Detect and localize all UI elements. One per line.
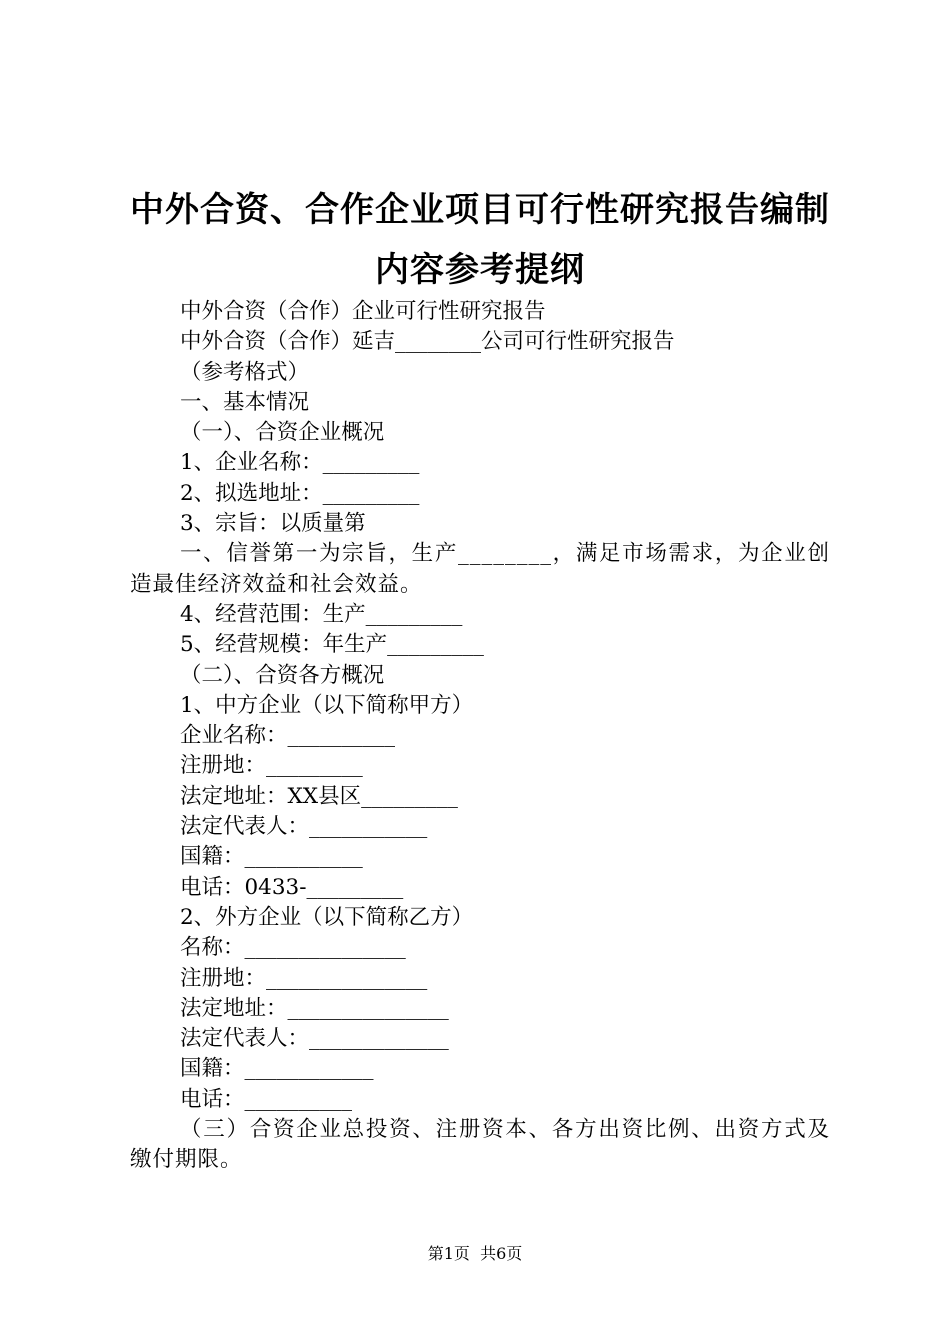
party-b-nationality-field: 国籍：____________	[180, 1056, 374, 1082]
reference-format-note: （参考格式）	[180, 359, 310, 385]
party-a-phone-field: 电话：0433-_________	[180, 874, 404, 900]
party-b-name-field: 名称：_______________	[180, 935, 406, 961]
party-b-legal-rep-field: 法定代表人：_____________	[180, 1026, 449, 1052]
party-a-legal-rep-field: 法定代表人：___________	[180, 814, 428, 840]
party-a-registration-field: 注册地：_________	[180, 753, 363, 779]
enterprise-name-field: 1、企业名称：_________	[180, 450, 420, 476]
proposed-address-field: 2、拟选地址：_________	[180, 480, 420, 506]
business-scale-field: 5、经营规模：年生产_________	[180, 632, 484, 658]
report-company-name: 中外合资（合作）延吉________公司可行性研究报告	[180, 329, 675, 355]
subsection-heading-jv-overview: （一）、合资企业概况	[180, 420, 385, 446]
investment-paragraph: （三）合资企业总投资、注册资本、各方出资比例、出资方式及缴付期限。	[130, 1117, 830, 1173]
party-a-name-field: 企业名称：__________	[180, 723, 396, 749]
section-heading-basic-info: 一、基本情况	[180, 389, 310, 415]
page-number-footer: 第1页 共6页	[427, 1244, 523, 1263]
report-name: 中外合资（合作）企业可行性研究报告	[180, 299, 546, 324]
document-body	[130, 297, 830, 1176]
document-title-line-2: 内容参考提纲	[375, 250, 585, 290]
party-a-nationality-field: 国籍：___________	[180, 844, 363, 870]
party-b-heading: 2、外方企业（以下简称乙方）	[180, 904, 474, 930]
party-a-heading: 1、中方企业（以下简称甲方）	[180, 692, 474, 718]
business-scope-field: 4、经营范围：生产_________	[180, 601, 463, 627]
document-title-line-1: 中外合资、合作企业项目可行性研究报告编制	[130, 190, 830, 230]
party-b-phone-field: 电话：__________	[180, 1086, 353, 1112]
subsection-heading-parties-overview: （二）、合资各方概况	[180, 662, 385, 688]
purpose-paragraph: 一、信誉第一为宗旨，生产________，满足市场需求，为企业创造最佳经济效益和社会效益。	[130, 541, 830, 597]
party-a-legal-address-field: 法定地址：XX县区_________	[180, 783, 458, 809]
party-b-legal-address-field: 法定地址：_______________	[180, 995, 449, 1021]
party-b-registration-field: 注册地：_______________	[180, 965, 428, 991]
purpose-line: 3、宗旨：以质量第	[180, 511, 366, 537]
